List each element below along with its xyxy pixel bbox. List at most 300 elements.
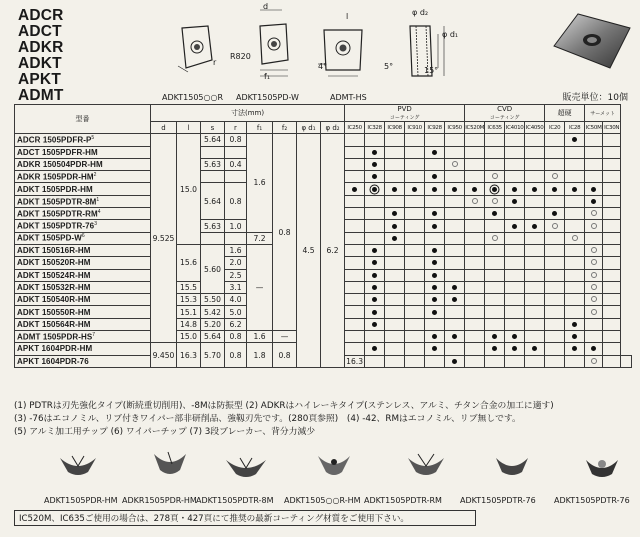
- dim-s-cell: 5.63: [201, 220, 225, 232]
- grade-availability-cell: [485, 232, 505, 244]
- grade-header: IC30N: [603, 122, 621, 134]
- dim-f1-cell: 1.6: [247, 134, 273, 232]
- series-title: ADKR: [18, 39, 64, 56]
- made-to-order-ring-icon: [591, 296, 597, 302]
- grade-availability-cell: [465, 294, 485, 306]
- grade-availability-cell: [525, 195, 545, 207]
- stock-dot-icon: [392, 224, 397, 229]
- dim-r-cell: 0.4: [225, 158, 247, 170]
- dim-s-cell: 5.60: [201, 244, 225, 293]
- grade-availability-cell: [385, 331, 405, 343]
- grade-availability-cell: [525, 294, 545, 306]
- grade-availability-cell: [485, 195, 505, 207]
- stock-dot-icon: [492, 346, 497, 351]
- grade-availability-cell: [465, 343, 485, 355]
- grade-availability-cell: [425, 306, 445, 318]
- grade-availability-cell: [505, 306, 525, 318]
- stock-dot-icon: [492, 334, 497, 339]
- grade-availability-cell: [425, 257, 445, 269]
- grade-availability-cell: [345, 171, 365, 183]
- product-code: ADKT $1505PDTR-8M^1$: [15, 195, 151, 207]
- grade-availability-cell: [425, 195, 445, 207]
- grade-availability-cell: [405, 134, 425, 146]
- grade-availability-cell: [505, 171, 525, 183]
- grade-availability-cell: [621, 355, 632, 367]
- grade-availability-cell: [603, 146, 621, 158]
- grade-availability-cell: [505, 318, 525, 330]
- stock-dot-icon: [372, 162, 377, 167]
- footnote-ref: 7: [92, 331, 96, 338]
- grade-availability-cell: [465, 306, 485, 318]
- grade-availability-cell: [485, 269, 505, 281]
- footnote-ref: 4: [97, 208, 101, 215]
- dim-s-cell: 5.50: [201, 294, 225, 306]
- series-title-list: [18, 8, 64, 104]
- grade-availability-cell: [525, 343, 545, 355]
- product-code: ADKT $1505PDTR-RM^4$: [15, 208, 151, 220]
- dim-f1-cell: —: [247, 244, 273, 330]
- grade-header: IC28: [565, 122, 585, 134]
- grade-availability-cell: [505, 294, 525, 306]
- grade-availability-cell: [345, 134, 365, 146]
- stock-dot-icon: [372, 310, 377, 315]
- grade-availability-cell: [603, 355, 621, 367]
- grade-availability-cell: [365, 195, 385, 207]
- grade-availability-cell: [345, 269, 365, 281]
- grade-availability-cell: [345, 220, 365, 232]
- grade-availability-cell: [603, 208, 621, 220]
- grade-availability-cell: [445, 158, 465, 170]
- stock-dot-icon: [452, 187, 457, 192]
- grade-availability-cell: [603, 232, 621, 244]
- dim-r-cell: 1.6: [225, 244, 247, 256]
- made-to-order-ring-icon: [591, 247, 597, 253]
- grade-availability-cell: [505, 269, 525, 281]
- grade-availability-cell: [385, 306, 405, 318]
- grade-availability-cell: [405, 331, 425, 343]
- grade-availability-cell: [345, 294, 365, 306]
- grade-availability-cell: [603, 318, 621, 330]
- dim-l-cell: 16.3: [346, 356, 364, 366]
- stock-dot-icon: [432, 150, 437, 155]
- grade-availability-cell: [525, 146, 545, 158]
- product-code: ADKT 150540R-HM: [15, 294, 151, 306]
- grade-availability-cell: [603, 269, 621, 281]
- dim-f1-label: f₁: [264, 72, 271, 81]
- grade-availability-cell: [385, 294, 405, 306]
- grade-availability-cell: [425, 281, 445, 293]
- dim-r-cell: 1.0: [225, 220, 247, 232]
- dim-15deg-label: 15°: [424, 66, 439, 75]
- dim-r-cell: 3.1: [225, 281, 247, 293]
- product-code: ADKR $1505PDR-HM^2$: [15, 171, 151, 183]
- grade-availability-cell: [505, 281, 525, 293]
- grade-availability-cell: [405, 146, 425, 158]
- grade-availability-cell: [405, 294, 425, 306]
- spec-table-body: [15, 134, 632, 368]
- grade-availability-cell: [603, 294, 621, 306]
- grade-availability-cell: [545, 134, 565, 146]
- grade-availability-cell: [565, 158, 585, 170]
- grade-availability-cell: [345, 331, 365, 343]
- grade-availability-cell: [405, 306, 425, 318]
- grade-availability-cell: [405, 208, 425, 220]
- diagram-caption: ADMT-HS: [330, 93, 367, 102]
- grade-availability-cell: [505, 355, 525, 367]
- grade-availability-cell: [485, 158, 505, 170]
- grade-availability-cell: [505, 244, 525, 256]
- grade-availability-cell: [425, 269, 445, 281]
- grade-availability-cell: [545, 294, 565, 306]
- grade-availability-cell: [385, 146, 405, 158]
- grade-availability-cell: [445, 195, 465, 207]
- stock-dot-icon: [572, 187, 577, 192]
- table-row: [15, 134, 632, 146]
- diagram-caption: ADKT1505○○R: [162, 93, 224, 102]
- chipbreaker-label: ADKT1505PDTR-76: [460, 496, 536, 505]
- col-header-code: 型番: [15, 105, 151, 134]
- grade-availability-cell: [505, 183, 525, 195]
- grade-availability-cell: [445, 318, 465, 330]
- grade-availability-cell: [525, 208, 545, 220]
- made-to-order-ring-icon: [452, 161, 458, 167]
- grade-availability-cell: [345, 183, 365, 195]
- grade-availability-cell: [405, 318, 425, 330]
- grade-availability-cell: [345, 158, 365, 170]
- grade-availability-cell: [525, 331, 545, 343]
- stock-dot-icon: [372, 346, 377, 351]
- made-to-order-ring-icon: [591, 284, 597, 290]
- grade-availability-cell: [485, 281, 505, 293]
- dim-d-cell: 9.525: [151, 134, 177, 343]
- grade-availability-cell: [565, 134, 585, 146]
- dim-r-cell: [225, 171, 247, 183]
- grade-availability-cell: [365, 183, 385, 195]
- made-to-order-ring-icon: [492, 173, 498, 179]
- grade-availability-cell: [585, 146, 603, 158]
- grade-availability-cell: [345, 318, 365, 330]
- grade-availability-cell: [385, 220, 405, 232]
- dim-s-cell: 5.70: [201, 343, 225, 368]
- stock-dot-icon: [532, 346, 537, 351]
- grade-availability-cell: [425, 220, 445, 232]
- footnote: (5) アルミ加工用チップ (6) ワイパーチップ (7) 3段ブレーカー、背分力減少: [14, 427, 316, 437]
- chipbreaker-profile-icon: [224, 448, 268, 484]
- grade-availability-cell: [565, 195, 585, 207]
- dim-r820-label: R820: [230, 52, 251, 61]
- dim-l-cell: 15.1: [177, 306, 201, 318]
- grade-availability-cell: [585, 208, 603, 220]
- grade-header: IC635: [485, 122, 505, 134]
- grade-availability-cell: [365, 220, 385, 232]
- stock-dot-icon: [472, 187, 477, 192]
- grade-availability-cell: [603, 244, 621, 256]
- stock-dot-icon: [572, 334, 577, 339]
- grade-availability-cell: [445, 294, 465, 306]
- dim-l-cell: 15.5: [177, 281, 201, 293]
- series-title: ADMT: [18, 87, 64, 104]
- grade-availability-cell: [385, 244, 405, 256]
- grade-availability-cell: [485, 134, 505, 146]
- grade-availability-cell: [405, 281, 425, 293]
- grade-availability-cell: [465, 183, 485, 195]
- footnote: (1) PDTRは刃先強化タイプ(断続重切削用)、-8Mは防振型 (2) ADKRはハイレーキタイプ(ステンレス、アルミ、チタン合金の加工に適す): [14, 401, 554, 411]
- grade-availability-cell: [385, 195, 405, 207]
- stock-dot-icon: [352, 187, 357, 192]
- stock-dot-icon: [432, 187, 437, 192]
- grade-header: IC910: [405, 122, 425, 134]
- dim-r-cell: [225, 232, 247, 244]
- grade-availability-cell: [485, 294, 505, 306]
- grade-availability-cell: [485, 146, 505, 158]
- grade-availability-cell: [445, 343, 465, 355]
- made-to-order-ring-icon: [552, 223, 558, 229]
- grade-availability-cell: [465, 269, 485, 281]
- stock-dot-icon: [572, 322, 577, 327]
- grade-availability-cell: [405, 183, 425, 195]
- col-header-d: d: [151, 122, 177, 134]
- chipbreaker-profile-icon: [314, 448, 354, 484]
- dim-s-cell: [201, 146, 225, 158]
- grade-availability-cell: [525, 220, 545, 232]
- grade-availability-cell: [603, 195, 621, 207]
- grade-availability-cell: [385, 232, 405, 244]
- insert-section-diagram: [396, 16, 460, 86]
- dim-r-cell: 2.0: [225, 257, 247, 269]
- col-header-cvd: CVD コーティング: [465, 105, 545, 122]
- stock-dot-icon: [392, 236, 397, 241]
- grade-availability-cell: [525, 232, 545, 244]
- footnote-ref: 5: [91, 135, 95, 142]
- stock-dot-icon: [512, 199, 517, 204]
- grade-availability-cell: [505, 343, 525, 355]
- product-code: ADCR $1505PDFR-P^5$: [15, 134, 151, 146]
- footnote-ref: 1: [96, 196, 100, 203]
- grade-availability-cell: [505, 220, 525, 232]
- col-header-s: s: [201, 122, 225, 134]
- stock-dot-icon: [552, 187, 557, 192]
- grade-availability-cell: [485, 355, 505, 367]
- grade-availability-cell: [445, 306, 465, 318]
- grade-availability-cell: [585, 343, 603, 355]
- stock-dot-icon: [452, 297, 457, 302]
- grade-availability-cell: [603, 134, 621, 146]
- grade-availability-cell: [485, 343, 505, 355]
- grade-availability-cell: [345, 146, 365, 158]
- grade-availability-cell: [485, 331, 505, 343]
- stock-dot-icon: [432, 334, 437, 339]
- grade-availability-cell: [545, 355, 565, 367]
- made-to-order-ring-icon: [591, 210, 597, 216]
- stock-dot-icon: [591, 346, 596, 351]
- grade-availability-cell: [465, 244, 485, 256]
- footnote: (3) -76はエコノミル、リブ付きワイパー部非研削品、強靱刃先です。(280頁参照) (4) -42、RMはエコノミル、リブ無しです。: [14, 414, 521, 424]
- footnote-ref: 6: [81, 233, 85, 240]
- grade-availability-cell: [365, 232, 385, 244]
- grade-header: IC950: [445, 122, 465, 134]
- stock-dot-icon: [372, 260, 377, 265]
- col-header-phi-d2: φ d₂: [321, 122, 345, 134]
- grade-availability-cell: [565, 183, 585, 195]
- grade-availability-cell: [445, 355, 465, 367]
- chipbreaker-label: ADKT1505PDTR-RM: [364, 496, 442, 505]
- grade-availability-cell: [525, 318, 545, 330]
- grade-availability-cell: [465, 134, 485, 146]
- grade-availability-cell: [465, 220, 485, 232]
- grade-availability-cell: [405, 171, 425, 183]
- dim-s-cell: 5.64: [201, 183, 225, 220]
- made-to-order-ring-icon: [591, 259, 597, 265]
- dim-phi-d2-cell: 6.2: [321, 134, 345, 368]
- stock-dot-icon: [432, 224, 437, 229]
- grade-availability-cell: [545, 306, 565, 318]
- dim-r-cell: 4.0: [225, 294, 247, 306]
- grade-availability-cell: [365, 343, 385, 355]
- grade-availability-cell: [405, 232, 425, 244]
- grade-availability-cell: [445, 269, 465, 281]
- stock-dot-icon: [372, 174, 377, 179]
- grade-availability-cell: [525, 183, 545, 195]
- grade-availability-cell: [505, 134, 525, 146]
- dim-l-cell: 15.0: [177, 331, 201, 343]
- dim-r-cell: 0.8: [225, 183, 247, 220]
- grade-header: IC928: [425, 122, 445, 134]
- col-header-cermet: サーメット: [585, 105, 621, 122]
- grade-availability-cell: [603, 281, 621, 293]
- grade-availability-cell: [345, 195, 365, 207]
- grade-availability-cell: [525, 134, 545, 146]
- dim-r-cell: 0.8: [225, 343, 247, 368]
- grade-availability-cell: [425, 171, 445, 183]
- grade-availability-cell: [365, 244, 385, 256]
- dim-d-label: d: [263, 2, 269, 11]
- grade-availability-cell: [425, 355, 445, 367]
- grade-availability-cell: [385, 355, 405, 367]
- grade-availability-cell: [485, 171, 505, 183]
- grade-availability-cell: [525, 281, 545, 293]
- grade-availability-cell: [465, 208, 485, 220]
- product-code: ADKT 150550R-HM: [15, 306, 151, 318]
- grade-availability-cell: [365, 294, 385, 306]
- col-header-f1: f₁: [247, 122, 273, 134]
- grade-availability-cell: [565, 269, 585, 281]
- grade-availability-cell: [405, 220, 425, 232]
- grade-availability-cell: [485, 257, 505, 269]
- grade-availability-cell: [505, 158, 525, 170]
- grade-availability-cell: [405, 158, 425, 170]
- grade-header: IC4050: [525, 122, 545, 134]
- grade-availability-cell: [545, 244, 565, 256]
- dim-l-cell: 14.8: [177, 318, 201, 330]
- grade-availability-cell: [585, 171, 603, 183]
- insert-wiper-diagram: [252, 4, 296, 84]
- grade-availability-cell: [365, 257, 385, 269]
- grade-availability-cell: [505, 257, 525, 269]
- stock-dot-icon: [432, 174, 437, 179]
- grade-availability-cell: [585, 269, 603, 281]
- series-title: ADCT: [18, 23, 62, 40]
- dim-d1-label: φ d₁: [442, 30, 459, 39]
- footnote-ref: 3: [94, 221, 98, 228]
- grade-availability-cell: [465, 195, 485, 207]
- grade-availability-cell: [585, 220, 603, 232]
- grade-availability-cell: [545, 220, 565, 232]
- chipbreaker-profile-icon: [58, 448, 98, 484]
- spec-table: [14, 104, 632, 368]
- dim-r-label: r: [213, 58, 217, 67]
- grade-availability-cell: [545, 158, 565, 170]
- grade-availability-cell: [365, 318, 385, 330]
- col-header-phi-d1: φ d₁: [297, 122, 321, 134]
- col-header-dims: 寸法(mm): [151, 105, 345, 122]
- made-to-order-ring-icon: [591, 358, 597, 364]
- grade-availability-cell: [425, 294, 445, 306]
- grade-availability-cell: [405, 244, 425, 256]
- grade-availability-cell: [345, 281, 365, 293]
- product-code: ADCT 1505PDFR-HM: [15, 146, 151, 158]
- series-title: ADCR: [18, 7, 64, 24]
- grade-availability-cell: [385, 134, 405, 146]
- grade-availability-cell: [365, 281, 385, 293]
- dim-s-cell: 5.64: [201, 331, 225, 343]
- grade-availability-cell: [565, 306, 585, 318]
- grade-availability-cell: [465, 171, 485, 183]
- grade-availability-cell: [465, 158, 485, 170]
- chipbreaker-profile-icon: [582, 448, 622, 484]
- grade-availability-cell: [603, 171, 621, 183]
- grade-availability-cell: [405, 257, 425, 269]
- new-stock-dot-icon: [492, 187, 497, 192]
- grade-availability-cell: [585, 294, 603, 306]
- stock-dot-icon: [392, 187, 397, 192]
- dim-5deg-label: 5°: [384, 62, 394, 71]
- dim-4deg-label: 4°: [318, 62, 328, 71]
- grade-availability-cell: [425, 318, 445, 330]
- chipbreaker-profile-icon: [492, 448, 532, 484]
- grade-availability-cell: [545, 208, 565, 220]
- dim-r-cell: 6.2: [225, 318, 247, 330]
- stock-dot-icon: [432, 346, 437, 351]
- grade-availability-cell: [385, 257, 405, 269]
- grade-availability-cell: [425, 208, 445, 220]
- grade-availability-cell: [545, 318, 565, 330]
- grade-availability-cell: [425, 146, 445, 158]
- grade-availability-cell: [505, 232, 525, 244]
- grade-availability-cell: [545, 171, 565, 183]
- dim-s-cell: [201, 171, 225, 183]
- grade-availability-cell: [385, 158, 405, 170]
- grade-availability-cell: [585, 281, 603, 293]
- product-code: ADMT $1505PDR-HS^7$: [15, 331, 151, 343]
- dim-s-cell: 5.42: [201, 306, 225, 318]
- grade-availability-cell: [385, 183, 405, 195]
- grade-availability-cell: [425, 232, 445, 244]
- product-code: ADKT $1505PDTR-76^3$: [15, 220, 151, 232]
- made-to-order-ring-icon: [572, 235, 578, 241]
- dim-f1-cell: 7.2: [247, 232, 273, 244]
- dim-f2-cell: 0.8: [273, 134, 297, 331]
- stock-dot-icon: [372, 273, 377, 278]
- dim-r-cell: 0.8: [225, 134, 247, 146]
- product-code: ADKT 150564R-HM: [15, 318, 151, 330]
- product-code: ADKT 150516R-HM: [15, 244, 151, 256]
- dim-l-cell: 15.6: [177, 244, 201, 281]
- stock-dot-icon: [432, 297, 437, 302]
- stock-dot-icon: [372, 322, 377, 327]
- dim-r-cell: 5.0: [225, 306, 247, 318]
- footnotes: [14, 400, 634, 439]
- product-code: ADKT $1505PD-W^6$: [15, 232, 151, 244]
